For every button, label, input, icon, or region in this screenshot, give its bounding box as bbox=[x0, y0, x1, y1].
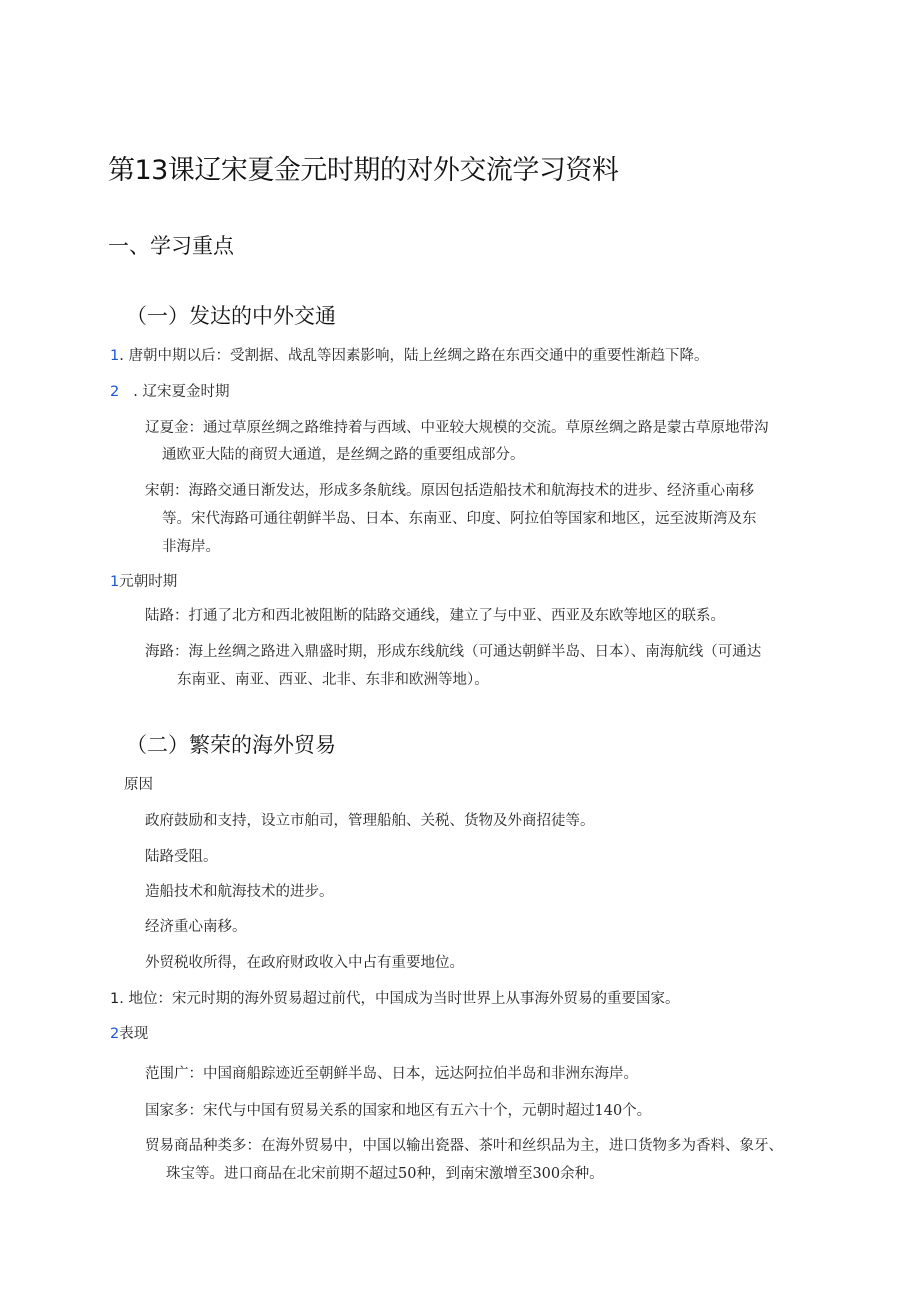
list-item-text: 元朝时期 bbox=[119, 574, 178, 590]
paragraph-scope: 范围广：中国商船踪迹近至朝鲜半岛、日本，远达阿拉伯半岛和非洲东海岸。 bbox=[145, 1066, 638, 1082]
paragraph-song-line2: 等。宋代海路可通往朝鲜半岛、日本、东南亚、印度、阿拉伯等国家和地区，远至波斯湾及东 bbox=[162, 511, 757, 527]
paragraph-goods-line2: 珠宝等。进口商品在北宋前期不超过50种，到南宋激增至300余种。 bbox=[166, 1166, 604, 1182]
reason-item: 经济重心南移。 bbox=[145, 919, 247, 935]
subsection-heading-transport: （一）发达的中外交通 bbox=[126, 304, 336, 328]
paragraph-land-route: 陆路：打通了北方和西北被阻断的陆路交通线，建立了与中亚、西亚及东欧等地区的联系。 bbox=[145, 608, 725, 624]
list-number: 2 bbox=[110, 384, 120, 400]
list-item-text: . 辽宋夏金时期 bbox=[133, 384, 230, 400]
reason-item: 政府鼓励和支持，设立市舶司，管理船舶、关税、货物及外商招徒等。 bbox=[145, 813, 595, 829]
paragraph-sea-route-line2: 东南亚、南亚、西亚、北非、东非和欧洲等地）。 bbox=[177, 672, 489, 688]
page-title: 第13课辽宋夏金元时期的对外交流学习资料 bbox=[108, 155, 619, 186]
list-item-text: 表现 bbox=[119, 1026, 149, 1042]
paragraph-countries: 国家多：宋代与中国有贸易关系的国家和地区有五六十个，元朝时超过140个。 bbox=[145, 1103, 652, 1119]
reason-item: 造船技术和航海技术的进步。 bbox=[145, 884, 334, 900]
reason-item: 陆路受阻。 bbox=[145, 849, 218, 865]
list-number: 1. bbox=[110, 991, 124, 1007]
list-item-liao-song bbox=[110, 380, 229, 401]
reason-item: 外贸税收所得，在政府财政收入中占有重要地位。 bbox=[145, 955, 464, 971]
reasons-label: 原因 bbox=[124, 777, 153, 793]
subsection-heading-trade: （二）繁荣的海外贸易 bbox=[126, 733, 336, 757]
list-item-tang bbox=[110, 344, 708, 365]
list-item-text: 地位：宋元时期的海外贸易超过前代，中国成为当时世界上从事海外贸易的重要国家。 bbox=[123, 991, 680, 1007]
section-heading-key-points: 一、学习重点 bbox=[108, 234, 234, 258]
list-number: 1 bbox=[110, 348, 120, 364]
list-item-yuan bbox=[110, 570, 177, 591]
paragraph-song-line1: 宋朝：海路交通日渐发达，形成多条航线。原因包括造船技术和航海技术的进步、经济重心南移 bbox=[145, 483, 754, 499]
list-item-performance bbox=[110, 1022, 148, 1043]
paragraph-liaoxiajin-line1: 辽夏金：通过草原丝绸之路维持着与西域、中亚较大规模的交流。草原丝绸之路是蒙古草原地带沟 bbox=[145, 420, 769, 436]
paragraph-song-line3: 非海岸。 bbox=[162, 539, 220, 555]
paragraph-sea-route-line1: 海路：海上丝绸之路进入鼎盛时期，形成东线航线（可通达朝鲜半岛、日本）、南海航线（可通达 bbox=[145, 644, 762, 660]
list-item-text: . 唐朝中期以后：受割据、战乱等因素影响，陆上丝绸之路在东西交通中的重要性渐趋下降。 bbox=[119, 348, 709, 364]
list-item-status bbox=[110, 987, 679, 1008]
list-number: 1 bbox=[110, 574, 120, 590]
paragraph-liaoxiajin-line2: 通欧亚大陆的商贸大通道，是丝绸之路的重要组成部分。 bbox=[162, 447, 525, 463]
paragraph-goods-line1: 贸易商品种类多：在海外贸易中，中国以输出瓷器、茶叶和丝织品为主，进口货物多为香料、象牙、 bbox=[145, 1138, 783, 1154]
list-number: 2 bbox=[110, 1026, 120, 1042]
